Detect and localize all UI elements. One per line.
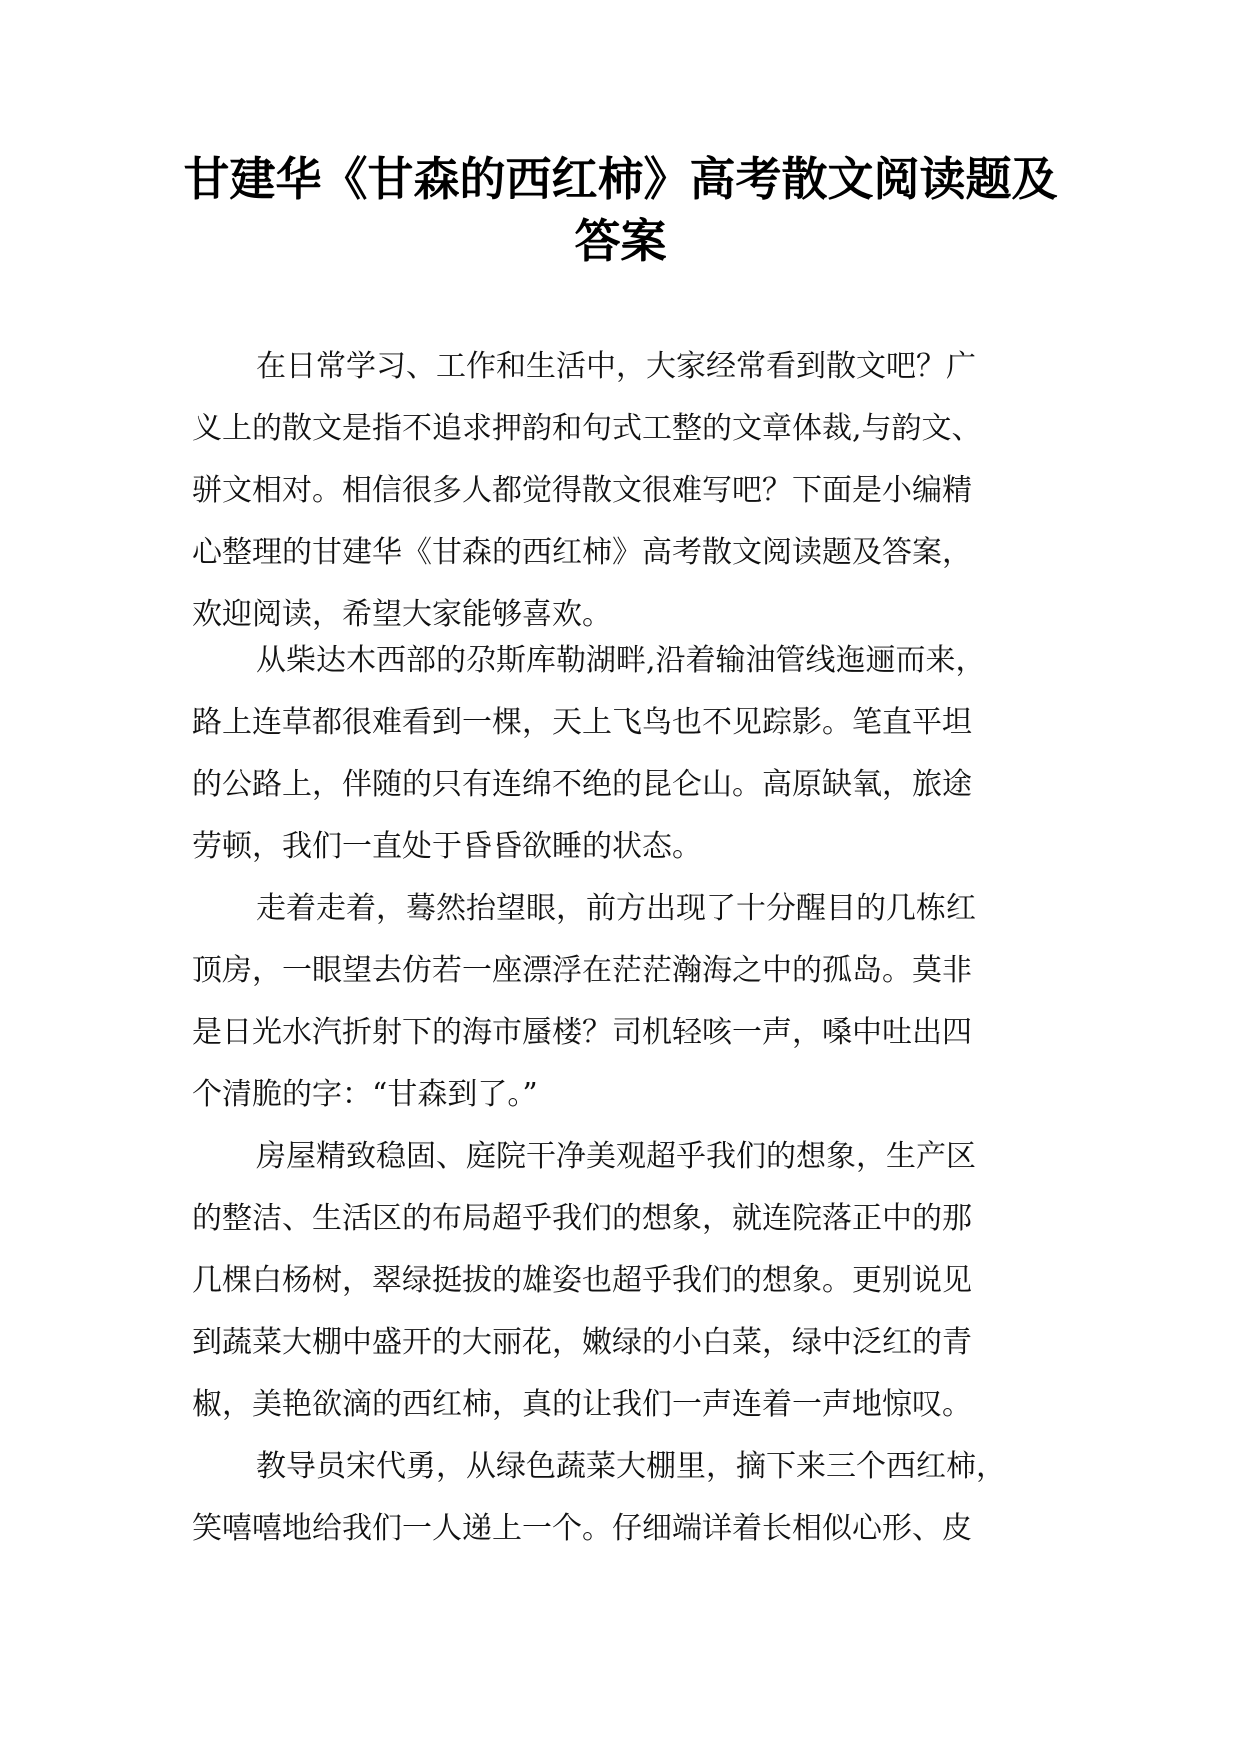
paragraph-1-line: 路上连草都很难看到一棵，天上飞鸟也不见踪影。笔直平坦: [192, 705, 972, 740]
paragraph-2-line: 是日光水汽折射下的海市蜃楼？司机轻咳一声，嗓中吐出四: [192, 1015, 972, 1050]
paragraph-2-line: 顶房，一眼望去仿若一座漂浮在茫茫瀚海之中的孤岛。莫非: [192, 953, 972, 988]
paragraph-3-line: 几棵白杨树，翠绿挺拔的雄姿也超乎我们的想象。更别说见: [192, 1263, 972, 1298]
article-body: [192, 630, 1052, 1560]
intro-line: 心整理的甘建华《甘森的西红柿》高考散文阅读题及答案，: [192, 535, 972, 570]
intro-line: 骈文相对。相信很多人都觉得散文很难写吧？下面是小编精: [192, 473, 972, 508]
intro-line: 在日常学习、工作和生活中，大家经常看到散文吧？广: [256, 349, 976, 384]
intro-paragraph: [192, 336, 1052, 646]
title-line-1: 甘建华《甘森的西红柿》高考散文阅读题及: [183, 152, 1058, 206]
document-title: [150, 148, 1091, 272]
intro-line: 欢迎阅读，希望大家能够喜欢。: [192, 597, 612, 632]
intro-line: 义上的散文是指不追求押韵和句式工整的文章体裁,与韵文、: [192, 411, 982, 446]
paragraph-1-line: 劳顿，我们一直处于昏昏欲睡的状态。: [192, 829, 702, 864]
paragraph-2-line: 走着走着，蓦然抬望眼，前方出现了十分醒目的几栋红: [256, 891, 976, 926]
paragraph-2-line: 个清脆的字：“甘森到了。”: [192, 1077, 538, 1112]
paragraph-4-line: 笑嘻嘻地给我们一人递上一个。仔细端详着长相似心形、皮: [192, 1511, 972, 1546]
paragraph-3-line: 房屋精致稳固、庭院干净美观超乎我们的想象，生产区: [256, 1139, 976, 1174]
paragraph-1-line: 的公路上，伴随的只有连绵不绝的昆仑山。高原缺氧，旅途: [192, 767, 972, 802]
title-line-2: 答案: [574, 214, 667, 268]
paragraph-3-line: 的整洁、生活区的布局超乎我们的想象，就连院落正中的那: [192, 1201, 972, 1236]
paragraph-4-line: 教导员宋代勇，从绿色蔬菜大棚里，摘下来三个西红柿，: [256, 1449, 1006, 1484]
paragraph-3-line: 到蔬菜大棚中盛开的大丽花，嫩绿的小白菜，绿中泛红的青: [192, 1325, 972, 1360]
paragraph-1-line: 从柴达木西部的尕斯库勒湖畔,沿着输油管线迤逦而来，: [256, 643, 986, 678]
paragraph-3-line: 椒，美艳欲滴的西红柿，真的让我们一声连着一声地惊叹。: [192, 1387, 972, 1422]
